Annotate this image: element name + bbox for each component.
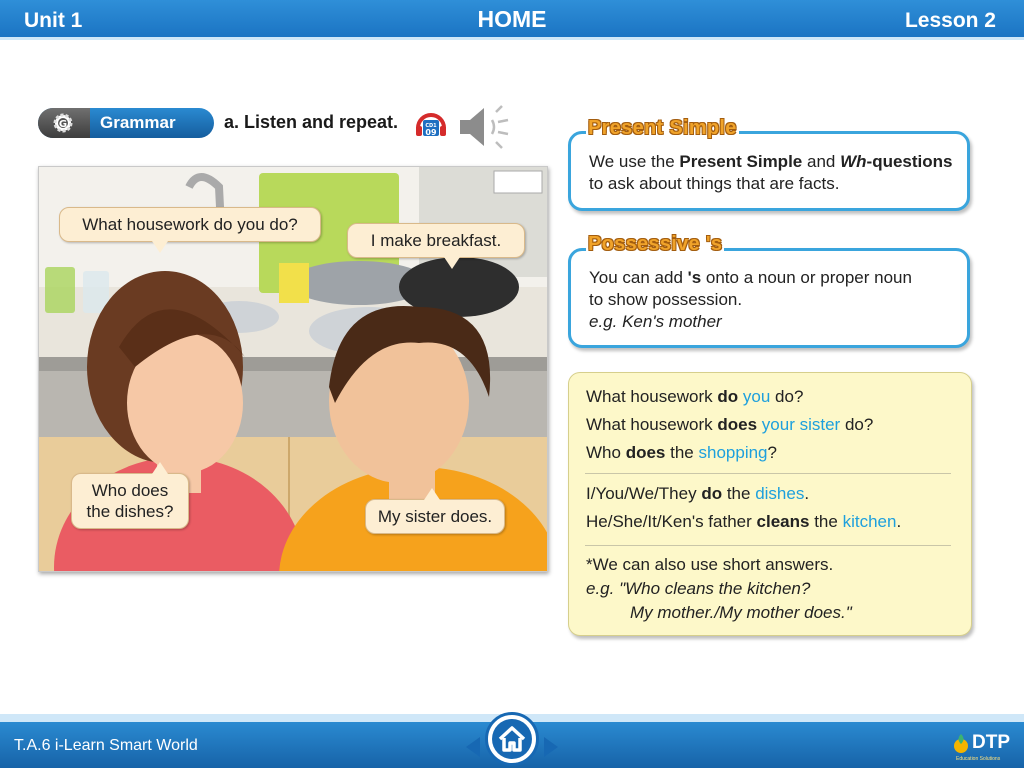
possessive-example: e.g. Ken's mother: [589, 312, 722, 331]
present-simple-line1: [589, 151, 967, 173]
possessive-line2: to show possession.: [589, 290, 743, 309]
next-arrow-icon[interactable]: [544, 737, 558, 757]
short-answer-note: [586, 553, 852, 625]
dtp-logo: [952, 730, 1014, 764]
grammar-pill: [38, 108, 214, 138]
text-segment-bold: Present Simple: [679, 152, 803, 171]
present-simple-title: Present Simple: [588, 117, 737, 139]
example-line: What housework do you do?: [586, 387, 804, 406]
text-segment: We use the: [589, 152, 675, 171]
unit-label: Unit 1: [24, 9, 83, 32]
header-bar: [0, 0, 1024, 40]
grammar-bar: [38, 104, 518, 146]
speech-bubble: Who does the dishes?: [71, 473, 189, 529]
gear-badge: [38, 108, 90, 138]
question-examples: [586, 383, 873, 467]
example-line: I/You/We/They do the dishes.: [586, 484, 810, 503]
present-simple-box: [568, 131, 970, 211]
speaker-icon[interactable]: [456, 104, 514, 150]
svg-text:G: G: [58, 119, 68, 130]
cd-icon: [414, 106, 448, 140]
previous-arrow-icon[interactable]: [466, 737, 480, 757]
speech-bubble: What housework do you do?: [59, 207, 321, 242]
home-icon: [492, 719, 532, 759]
statement-examples: [586, 480, 901, 536]
example-line: What housework does your sister do?: [586, 415, 874, 434]
text-segment: -questions: [866, 152, 953, 171]
page-title: HOME: [477, 6, 547, 32]
text-segment-bold: Wh: [840, 152, 867, 171]
gear-icon: [52, 112, 74, 134]
grammar-examples-box: [568, 372, 972, 636]
divider: [585, 473, 951, 474]
logo-text: DTP: [972, 732, 1010, 753]
footer-course-title: T.A.6 i-Learn Smart World: [14, 737, 198, 754]
note-line: *We can also use short answers.: [586, 555, 834, 574]
divider: [585, 545, 951, 546]
lesson-label: Lesson 2: [904, 9, 996, 32]
possessive-line1: [589, 267, 967, 289]
text-segment: and: [806, 152, 836, 171]
logo-subtext: Education Solutions: [956, 756, 1001, 762]
text-segment-bold: 's: [687, 268, 702, 287]
kitchen-photo: [38, 166, 548, 572]
example-line: He/She/It/Ken's father cleans the kitchen.: [586, 512, 902, 531]
present-simple-line2: to ask about things that are facts.: [589, 174, 840, 193]
home-circle: [492, 719, 532, 759]
speech-bubble: I make breakfast.: [347, 223, 525, 258]
example-line: Who does the shopping?: [586, 443, 777, 462]
note-example-line: e.g. "Who cleans the kitchen?: [586, 579, 811, 598]
speech-bubble: My sister does.: [365, 499, 505, 534]
cd-label: CD1: [425, 123, 437, 129]
home-button[interactable]: [485, 712, 539, 766]
text-segment: You can add: [589, 268, 683, 287]
note-example-line: My mother./My mother does.": [630, 603, 852, 622]
logo-mark-icon: [952, 732, 970, 756]
text-segment: onto a noun or proper noun: [705, 268, 912, 287]
grammar-label: Grammar: [100, 113, 176, 132]
possessive-title: Possessive 's: [588, 233, 723, 255]
instruction-text: a. Listen and repeat.: [224, 112, 399, 132]
possessive-box: [568, 248, 970, 348]
cd-track: 09: [425, 128, 437, 137]
